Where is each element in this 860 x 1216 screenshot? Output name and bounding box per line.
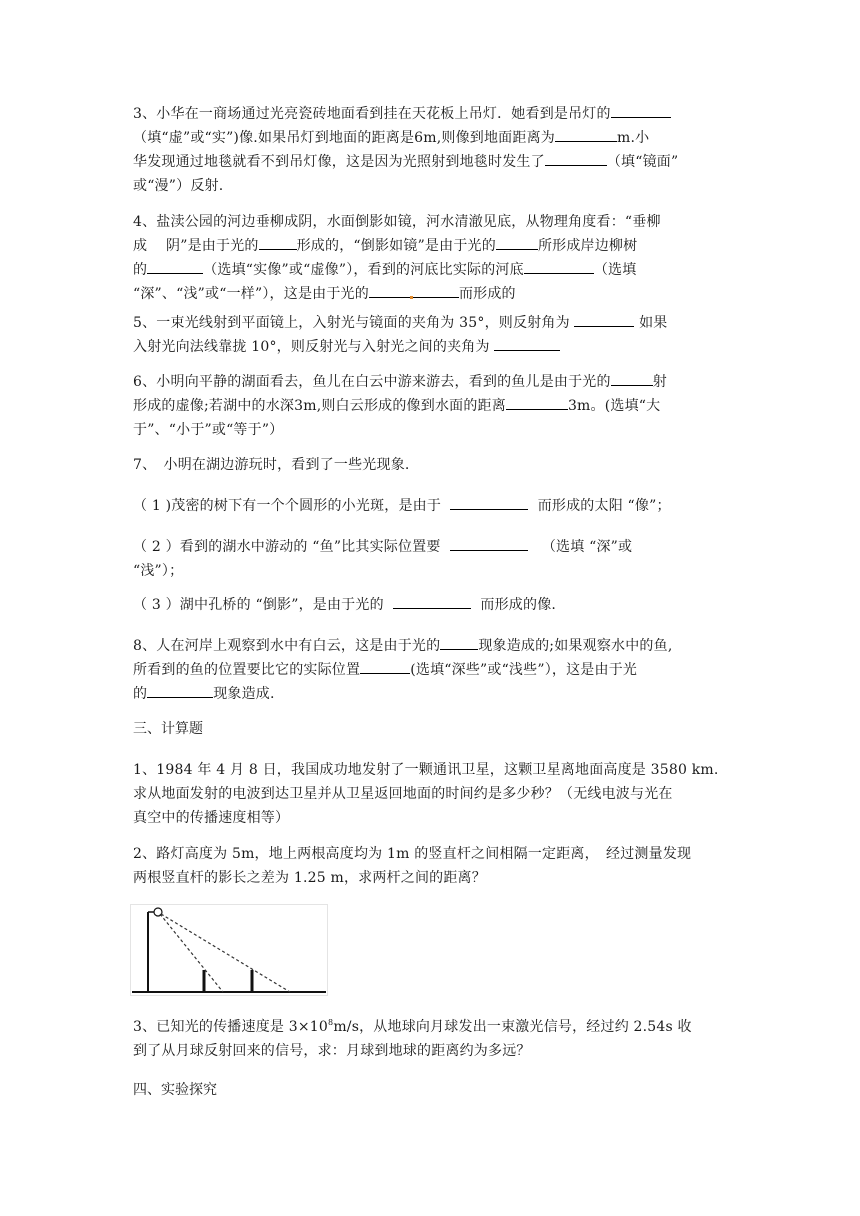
- q-text: （选填“实像”或“虚像”），看到的河底比实际的河底: [203, 262, 524, 278]
- q-text: 的: [133, 262, 148, 278]
- answer-blank[interactable]: [147, 683, 213, 698]
- q-text: 4、盐渎公园的河边垂柳成阴，水面倒影如镜，河水清澈见底，从物理角度看：“垂柳: [133, 214, 661, 230]
- q-text: 3、小华在一商场通过光亮瓷砖地面看到挂在天花板上吊灯．她看到是吊灯的: [133, 106, 611, 122]
- q-text: 3m。(选填“大: [567, 398, 661, 414]
- question-2-3: [133, 102, 733, 198]
- q-text: （填“虚”或“实”)像.如果吊灯到地面的距离是6m,则像到地面距离为: [133, 130, 555, 146]
- section-heading-experiment: 四、实验探究: [133, 1082, 217, 1098]
- calc-question-3: [133, 1015, 733, 1063]
- q-text: 现象造成的;如果观察水中的鱼,: [478, 638, 673, 654]
- q-text: “深”、“浅”或“一样”），这是由于光的: [133, 286, 369, 302]
- q-text: （选填: [593, 262, 637, 278]
- answer-blank[interactable]: [574, 312, 634, 327]
- answer-blank[interactable]: [360, 659, 410, 674]
- q-text: 2、路灯高度为 5m，地上两根高度均为 1m 的竖直杆之间相隔一定距离， 经过测量发现: [133, 846, 692, 862]
- q-text: （选填 “深”或: [541, 539, 633, 555]
- answer-blank[interactable]: [147, 259, 203, 274]
- answer-blank[interactable]: [496, 235, 538, 250]
- q-text: （ 2 ）看到的湖水中游动的 “鱼”比其实际位置要: [133, 539, 441, 555]
- q-text: 到了从月球反射回来的信号，求：月球到地球的距离约为多远？: [133, 1043, 531, 1059]
- answer-blank[interactable]: [545, 151, 607, 166]
- answer-blank[interactable]: [494, 336, 560, 351]
- calc-question-1: [133, 758, 733, 830]
- answer-blank[interactable]: [259, 235, 297, 250]
- q-text: 形成的虚像;若湖中的水深3m,则白云形成的像到水面的距离: [133, 398, 506, 414]
- calc-question-2: [133, 842, 733, 890]
- answer-blank[interactable]: [440, 635, 478, 650]
- q-text: 求从地面发射的电波到达卫星并从卫星返回地面的时间约是多少秒？（无线电波与光在: [133, 786, 673, 802]
- q-text: (选填“深些”或“浅些”），这是由于光: [410, 662, 638, 678]
- q-text: 而形成的像.: [480, 597, 557, 613]
- answer-blank[interactable]: [369, 283, 459, 298]
- streetlamp-diagram: [130, 904, 328, 996]
- q-text: 射: [652, 374, 667, 390]
- question-2-7: [133, 453, 733, 477]
- q-text: 所形成岸边柳树: [537, 238, 638, 254]
- q-text: 入射光向法线靠拢 10°，则反射光与入射光之间的夹角为: [133, 339, 490, 355]
- q-text: 7、 小明在湖边游玩时，看到了一些光现象.: [133, 457, 410, 473]
- answer-blank[interactable]: [450, 495, 528, 510]
- figure-frame: [131, 905, 328, 996]
- q-text: m/s，从地球向月球发出一束激光信号，经过约 2.54s 收: [333, 1019, 692, 1035]
- q-text: 两根竖直杆的影长之差为 1.25 m，求两杆之间的距离？: [133, 870, 486, 886]
- answer-blank[interactable]: [450, 536, 528, 551]
- answer-blank[interactable]: [393, 594, 471, 609]
- q-text: 而形成的太阳 “像”；: [537, 498, 671, 514]
- q-text: 的: [133, 686, 148, 702]
- q-text: 所看到的鱼的位置要比它的实际位置: [133, 662, 361, 678]
- answer-blank[interactable]: [524, 259, 594, 274]
- q-text: “浅”）；: [133, 563, 184, 579]
- exponent: 8: [328, 1018, 334, 1027]
- question-2-5: [133, 311, 733, 359]
- question-2-6: [133, 370, 733, 442]
- answer-blank[interactable]: [611, 371, 653, 386]
- q-text: 而形成的: [458, 286, 516, 302]
- q-text: m.小: [616, 130, 650, 146]
- question-2-7-part-3: [133, 593, 733, 617]
- q-text: 华发现通过地毯就看不到吊灯像，这是因为光照射到地毯时发生了: [133, 154, 545, 170]
- q-text: 1、1984 年 4 月 8 日，我国成功地发射了一颗通讯卫星，这颗卫星离地面高度是 3580 km.: [133, 762, 719, 778]
- q-text: 或“漫”）反射.: [133, 178, 224, 194]
- question-2-4: [133, 210, 733, 306]
- question-2-7-part-1: [133, 494, 733, 518]
- q-text: 3、已知光的传播速度是 3×10: [133, 1019, 329, 1035]
- q-text: 8、人在河岸上观察到水中有白云，这是由于光的: [133, 638, 441, 654]
- q-text: 现象造成.: [213, 686, 275, 702]
- q-text: 成 阴”是由于光的: [133, 238, 259, 254]
- answer-blank[interactable]: [506, 395, 568, 410]
- question-2-8: [133, 634, 733, 706]
- q-text: （ 1 )茂密的树下有一个个圆形的小光斑，是由于: [133, 498, 442, 514]
- q-text: （ 3 ）湖中孔桥的 “倒影”，是由于光的: [133, 597, 384, 613]
- q-text: （填“镜面”: [606, 154, 679, 170]
- q-text: 形成的，“倒影如镜”是由于光的: [296, 238, 496, 254]
- q-text: 6、小明向平静的湖面看去，鱼儿在白云中游来游去，看到的鱼儿是由于光的: [133, 374, 611, 390]
- q-text: 5、一束光线射到平面镜上，入射光与镜面的夹角为 35°，则反射角为: [133, 315, 570, 331]
- q-text: 于”、“小于”或“等于”）: [133, 422, 284, 438]
- answer-blank[interactable]: [555, 127, 617, 142]
- section-heading-calculation: 三、计算题: [133, 721, 203, 737]
- answer-blank[interactable]: [611, 103, 671, 118]
- q-text: 如果: [639, 315, 668, 331]
- q-text: 真空中的传播速度相等）: [133, 810, 290, 826]
- question-2-7-part-2: [133, 535, 733, 583]
